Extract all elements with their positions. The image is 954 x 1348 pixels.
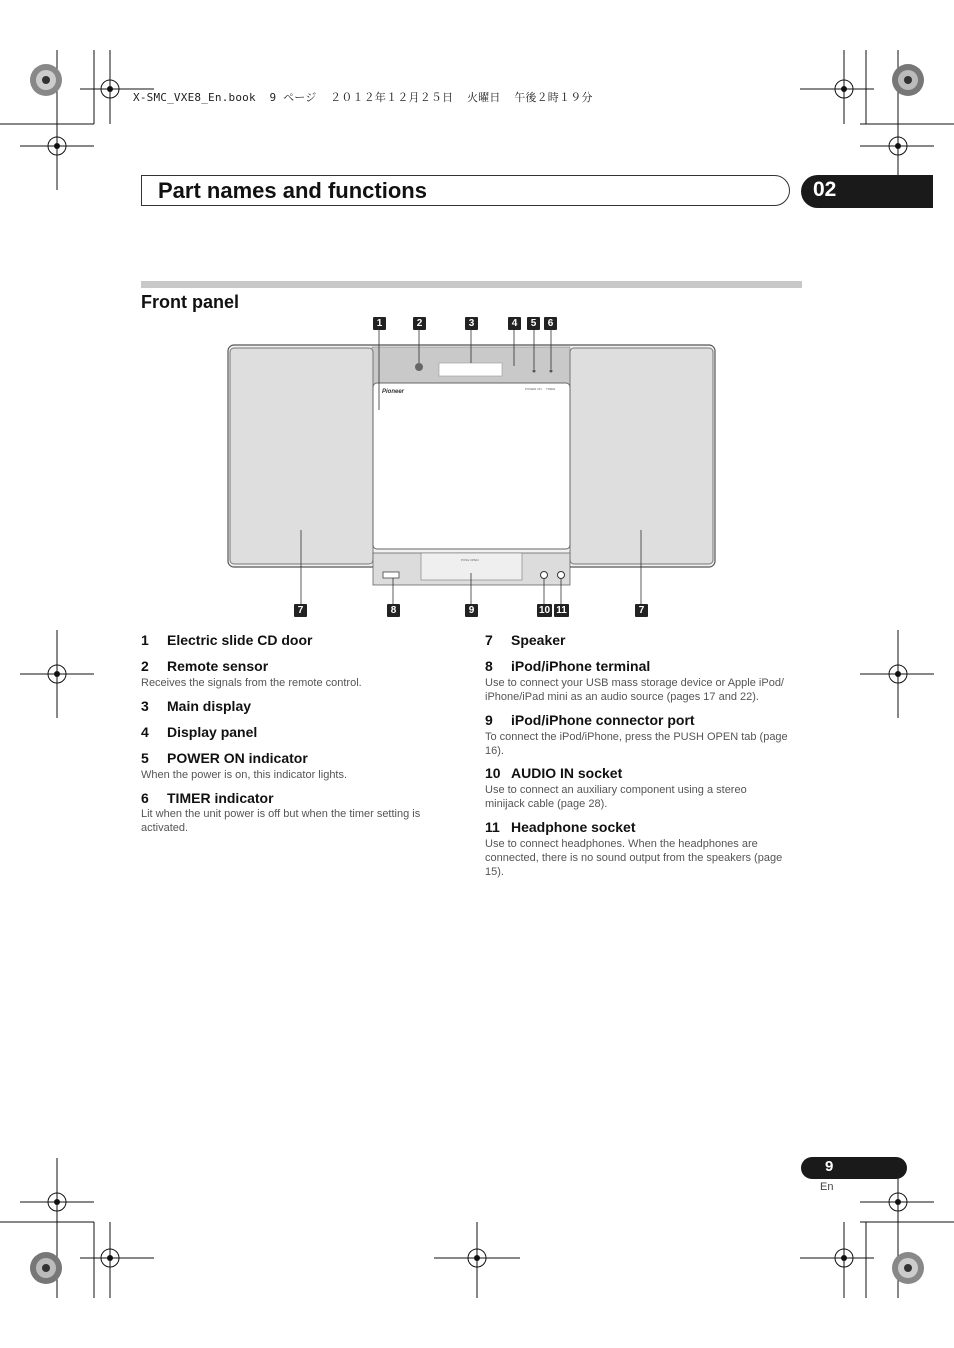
item-8-description: Use to connect your USB mass storage device or Apple iPod/ iPhone/iPad mini as an audio source (pages 17 and 22). bbox=[485, 677, 784, 703]
callout-2: 2 bbox=[413, 317, 426, 330]
usb-terminal bbox=[383, 572, 399, 578]
callout-5: 5 bbox=[527, 317, 540, 330]
speaker-left bbox=[230, 348, 373, 564]
page-language: En bbox=[820, 1181, 834, 1193]
item-6-description: Lit when the unit power is off but when the timer setting is activated. bbox=[141, 808, 421, 834]
callout-10: 10 bbox=[538, 605, 551, 616]
item-1-heading: 1 Electric slide CD door bbox=[141, 632, 313, 648]
item-5-heading: 5 POWER ON indicator bbox=[141, 750, 308, 766]
speaker-right bbox=[570, 348, 713, 564]
callout-9: 9 bbox=[465, 604, 478, 617]
push-open-label: PUSH OPEN bbox=[461, 558, 479, 562]
cd-door bbox=[373, 383, 570, 549]
page-number: 9 bbox=[801, 1157, 907, 1179]
item-10-description: Use to connect an auxiliary component using a stereo minijack cable (page 28). bbox=[485, 784, 747, 810]
callout-8: 8 bbox=[387, 604, 400, 617]
item-7-heading: 7 Speaker bbox=[485, 632, 566, 648]
item-10-heading: 10 AUDIO IN socket bbox=[485, 765, 623, 781]
item-11-description: Use to connect headphones. When the headphones are connected, there is no sound output from the speakers (page 15). bbox=[485, 838, 783, 878]
item-8-heading: 8 iPod/iPhone terminal bbox=[485, 658, 651, 674]
section-title: Front panel bbox=[141, 292, 239, 312]
item-9-heading: 9 iPod/iPhone connector port bbox=[485, 712, 695, 728]
page-title: Part names and functions bbox=[158, 178, 427, 203]
main-display bbox=[439, 363, 502, 376]
item-2-heading: 2 Remote sensor bbox=[141, 658, 269, 674]
item-4-heading: 4 Display panel bbox=[141, 724, 258, 740]
callout-7-left: 7 bbox=[294, 604, 307, 617]
headphone-socket bbox=[558, 572, 565, 579]
item-6-heading: 6 TIMER indicator bbox=[141, 790, 274, 806]
item-2-description: Receives the signals from the remote control. bbox=[141, 677, 362, 689]
item-3-heading: 3 Main display bbox=[141, 698, 252, 714]
chapter-badge: 02 bbox=[801, 175, 933, 208]
item-5-description: When the power is on, this indicator lights. bbox=[141, 769, 348, 781]
item-9-description: To connect the iPod/iPhone, press the PUSH OPEN tab (page 16). bbox=[485, 731, 788, 757]
callout-4: 4 bbox=[508, 317, 521, 330]
callout-3: 3 bbox=[465, 317, 478, 330]
print-info-line: X-SMC_VXE8_En.book 9 ページ ２０１２年１２月２５日 火曜日 午後２時１９分 bbox=[133, 91, 593, 104]
audio-in-socket bbox=[541, 572, 548, 579]
timer-label: TIMER bbox=[546, 387, 556, 391]
power-on-label: POWER ON bbox=[525, 387, 542, 391]
callout-11: 11 bbox=[554, 604, 569, 617]
remote-sensor bbox=[415, 363, 423, 371]
brand-logo: Pioneer bbox=[382, 389, 405, 395]
item-11-heading: 11 Headphone socket bbox=[485, 819, 636, 835]
callout-7-right: 7 bbox=[635, 604, 648, 617]
callout-1: 1 bbox=[373, 317, 386, 330]
callout-6: 6 bbox=[544, 317, 557, 330]
